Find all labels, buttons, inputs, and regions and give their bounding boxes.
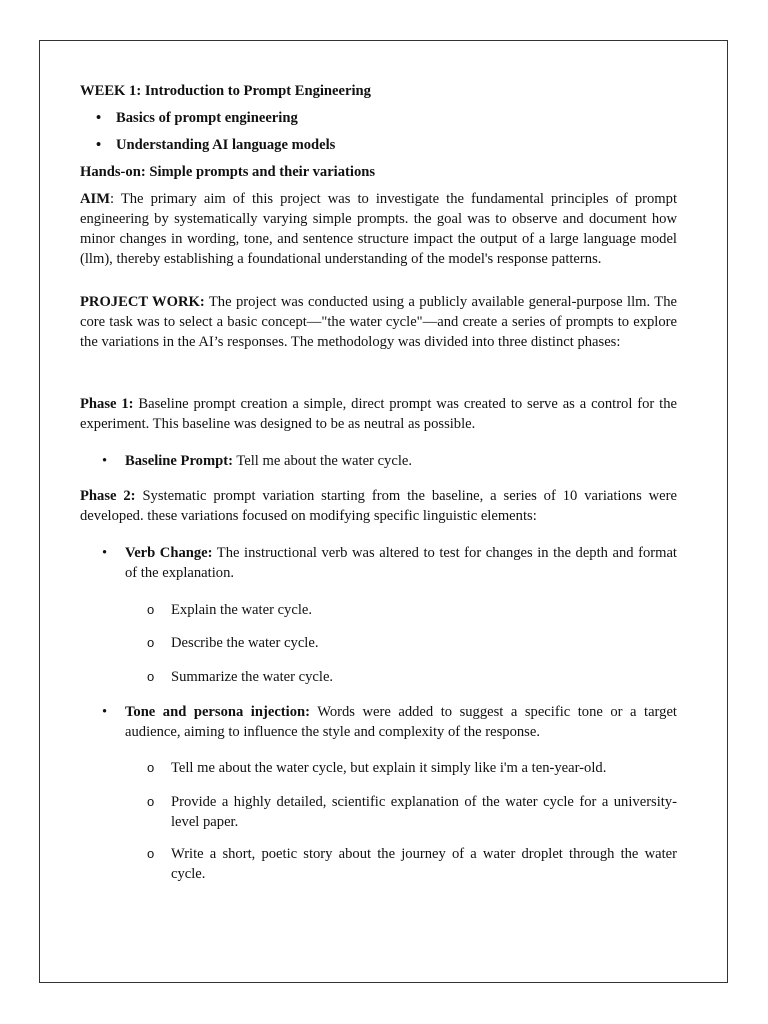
list-item [147, 667, 677, 687]
topic-text: Understanding AI language models [116, 137, 336, 153]
verb-example: Explain the water cycle. [171, 602, 313, 618]
tone-text: Words were added to suggest a specific tone or a target audience, aiming to influence the style and complexity of the response. [125, 704, 677, 740]
aim-text: : The primary aim of this project was to investigate the fundamental principles of prompt engineering by systematically varying simple prompts. the goal was to observe and document how minor changes in wording, tone, and sentence structure impact the output of a large language model (llm), thereby establishing a foundational understanding of the model's response patterns. [80, 191, 677, 267]
bullet-icon: • [96, 137, 102, 153]
circle-bullet-icon: o [147, 760, 155, 775]
tone-example: Provide a highly detailed, scientific explanation of the water cycle for a university-level paper. [171, 794, 677, 830]
tone-item [102, 702, 677, 742]
phase2-label: Phase 2: [80, 488, 136, 504]
baseline-label: Baseline Prompt: [125, 453, 233, 469]
phase2-paragraph [80, 486, 677, 526]
phase2-text: Systematic prompt variation starting from the baseline, a series of 10 variations were developed. these variations focused on modifying specific linguistic elements: [80, 488, 677, 524]
verb-change-text: The instructional verb was altered to test for changes in the depth and format of the explanation. [125, 545, 677, 581]
aim-paragraph [80, 189, 677, 269]
circle-bullet-icon: o [147, 669, 155, 684]
topic-item [96, 108, 677, 128]
list-item [147, 633, 677, 653]
aim-label: AIM [80, 191, 110, 207]
verb-change-item [102, 543, 677, 583]
bullet-icon: • [102, 453, 108, 469]
topic-text: Basics of prompt engineering [116, 110, 298, 126]
phase1-text: Baseline prompt creation a simple, direct prompt was created to serve as a control for the experiment. This baseline was designed to be as neutral as possible. [80, 396, 677, 432]
phase1-label: Phase 1: [80, 396, 134, 412]
circle-bullet-icon: o [147, 635, 155, 650]
list-item [147, 600, 677, 620]
bullet-icon: • [102, 704, 108, 720]
tone-example: Tell me about the water cycle, but explain it simply like i'm a ten-year-old. [171, 760, 607, 776]
bullet-icon: • [96, 110, 102, 126]
project-work-text: The project was conducted using a publicly available general-purpose llm. The core task was to select a basic concept—"the water cycle"—and create a series of prompts to explore the variations in the AI’s responses. The methodology was divided into three distinct phases: [80, 294, 677, 350]
tone-label: Tone and persona injection: [125, 704, 310, 720]
circle-bullet-icon: o [147, 602, 155, 617]
circle-bullet-icon: o [147, 794, 155, 809]
list-item [147, 844, 677, 884]
project-work-paragraph [80, 292, 677, 352]
bullet-icon: • [102, 545, 108, 561]
verb-example: Describe the water cycle. [171, 635, 319, 651]
topic-item [96, 135, 677, 155]
project-work-label: PROJECT WORK: [80, 294, 205, 310]
list-item [147, 792, 677, 832]
verb-change-label: Verb Change: [125, 545, 213, 561]
handson-heading: Hands-on: Simple prompts and their variations [80, 164, 376, 180]
tone-example: Write a short, poetic story about the journey of a water droplet through the water cycle. [171, 846, 677, 882]
phase1-paragraph [80, 394, 677, 434]
list-item [147, 758, 677, 778]
circle-bullet-icon: o [147, 846, 155, 861]
baseline-item [102, 451, 677, 471]
baseline-text: Tell me about the water cycle. [232, 453, 412, 469]
week-title: WEEK 1: Introduction to Prompt Engineering [80, 83, 371, 99]
verb-example: Summarize the water cycle. [171, 669, 334, 685]
